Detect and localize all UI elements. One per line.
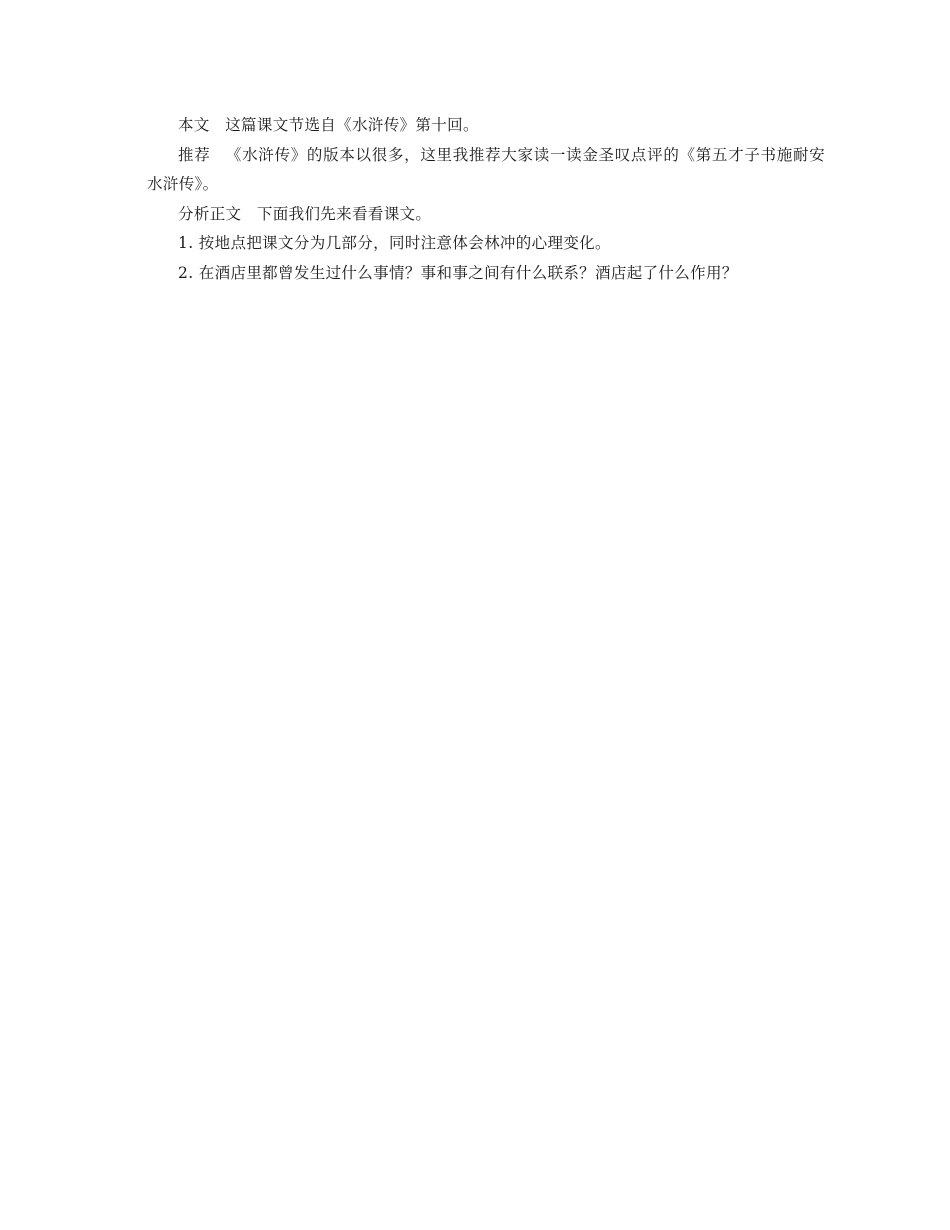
document-page [147, 111, 825, 288]
question-2-text: 2. 在酒店里都曾发生过什么事情？事和事之间有什么联系？酒店起了什么作用？ [178, 263, 738, 282]
paragraph-analysis [147, 200, 825, 230]
paragraph-recommend [147, 141, 825, 200]
paragraph-text-intro [147, 111, 825, 141]
question-1-text: 1. 按地点把课文分为几部分，同时注意体会林冲的心理变化。 [178, 234, 611, 252]
paragraph-lead-benwen: 本文 [178, 116, 210, 134]
paragraph-lead-fenxi: 分析正文 [178, 204, 242, 223]
paragraph-analysis-text: 下面我们先来看看课文。 [256, 204, 432, 223]
question-1 [147, 229, 825, 259]
question-2 [147, 259, 825, 289]
paragraph-lead-tuijian: 推荐 [178, 145, 211, 164]
paragraph-text-intro-text: 这篇课文节选自《水浒传》第十回。 [225, 116, 479, 134]
paragraph-recommend-text: 《水浒传》的版本以很多，这里我推荐大家读一读金圣叹点评的《第五才子书施耐安水浒传》。 [147, 145, 826, 193]
